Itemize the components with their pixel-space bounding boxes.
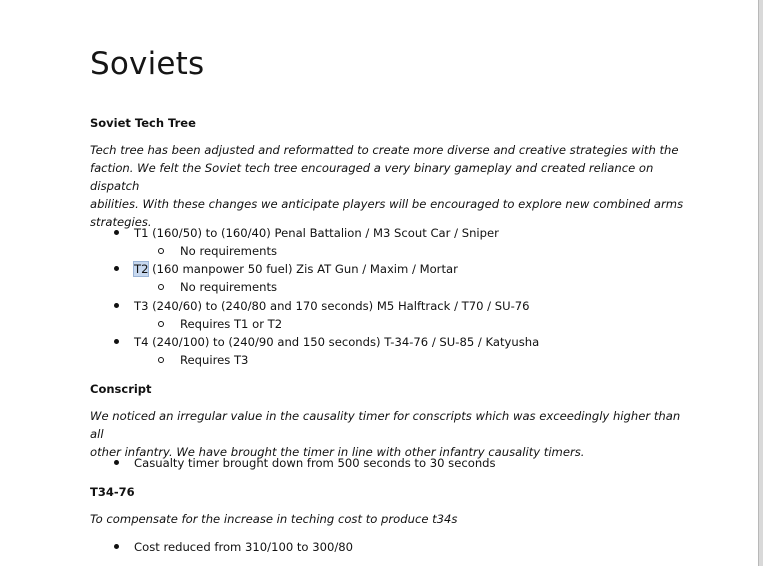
paragraph-line: faction. We felt the Soviet tech tree encouraged a very binary gameplay and created reliance on dispatch bbox=[90, 161, 654, 193]
selected-text-highlight[interactable]: T2 bbox=[134, 262, 149, 276]
sub-list-item-text: Requires T3 bbox=[180, 353, 249, 367]
bullet-icon bbox=[114, 339, 119, 344]
list-item-text: T4 (240/100) to (240/90 and 150 seconds) T-34-76 / SU-85 / Katyusha bbox=[134, 335, 540, 349]
page-title: Soviets bbox=[90, 46, 205, 82]
section-heading-tech-tree: Soviet Tech Tree bbox=[90, 116, 196, 130]
sub-list-item-text: Requires T1 or T2 bbox=[180, 317, 283, 331]
paragraph-line: Tech tree has been adjusted and reformatted to create more diverse and creative strategies with the bbox=[90, 143, 679, 157]
paragraph-line: To compensate for the increase in teching cost to produce t34s bbox=[90, 512, 458, 526]
section-heading-conscript: Conscript bbox=[90, 382, 152, 396]
bullet-icon bbox=[114, 266, 119, 271]
t34-paragraph bbox=[90, 510, 690, 528]
circle-bullet-icon bbox=[158, 321, 164, 327]
bullet-icon bbox=[114, 303, 119, 308]
sub-list-item-text: No requirements bbox=[180, 244, 278, 258]
paragraph-line: other infantry. We have brought the timer in line with other infantry causality timers. bbox=[90, 445, 585, 459]
list-item-text bbox=[134, 261, 458, 277]
paragraph-line: strategies. bbox=[90, 215, 152, 229]
section-heading-t34-76: T34-76 bbox=[90, 485, 135, 499]
tech-tree-paragraph bbox=[90, 141, 690, 231]
circle-bullet-icon bbox=[158, 284, 164, 290]
paragraph-line: abilities. With these changes we anticipate players will be encouraged to explore new combined arms bbox=[90, 197, 684, 211]
bullet-icon bbox=[114, 460, 119, 465]
list-item-text: T3 (240/60) to (240/80 and 170 seconds) M5 Halftrack / T70 / SU-76 bbox=[134, 299, 530, 313]
paragraph-line: We noticed an irregular value in the causality timer for conscripts which was exceedingly higher than all bbox=[90, 409, 681, 441]
page-edge-scrollbar bbox=[758, 0, 763, 566]
list-item-text-rest: (160 manpower 50 fuel) Zis AT Gun / Maxim / Mortar bbox=[148, 262, 458, 276]
list-item-text: Casualty timer brought down from 500 seconds to 30 seconds bbox=[134, 456, 496, 470]
circle-bullet-icon bbox=[158, 248, 164, 254]
bullet-icon bbox=[114, 230, 119, 235]
bullet-icon bbox=[114, 544, 119, 549]
conscript-paragraph bbox=[90, 407, 690, 461]
list-item-text: T1 (160/50) to (160/40) Penal Battalion / M3 Scout Car / Sniper bbox=[134, 226, 499, 240]
list-item-text: Cost reduced from 310/100 to 300/80 bbox=[134, 540, 353, 554]
sub-list-item-text: No requirements bbox=[180, 280, 278, 294]
circle-bullet-icon bbox=[158, 357, 164, 363]
